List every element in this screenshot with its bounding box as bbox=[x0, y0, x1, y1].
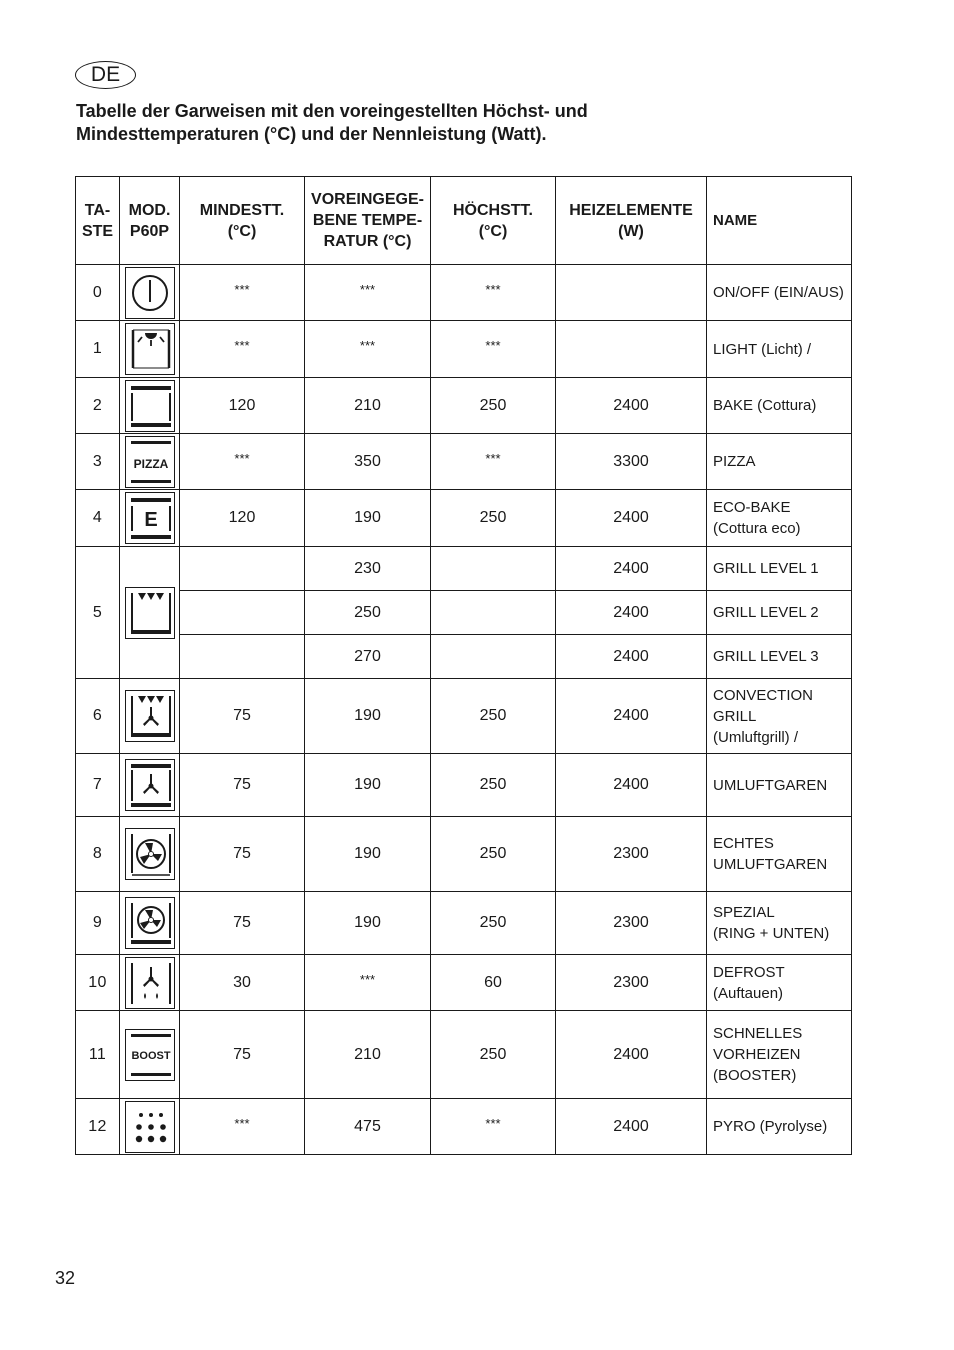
watt-cell: 2400 bbox=[556, 1011, 707, 1099]
min-temp-cell bbox=[180, 591, 305, 635]
mode-name-cell: GRILL LEVEL 3 bbox=[707, 635, 852, 679]
special-fan-icon bbox=[125, 897, 175, 949]
watt-cell bbox=[556, 265, 707, 321]
header-name: NAME bbox=[707, 177, 852, 265]
max-temp-cell bbox=[431, 635, 556, 679]
header-min-temp: MINDESTT. (°C) bbox=[180, 177, 305, 265]
min-temp-cell bbox=[180, 547, 305, 591]
mode-name-cell: UMLUFTGAREN bbox=[707, 754, 852, 817]
svg-text:BOOST: BOOST bbox=[130, 1049, 171, 1062]
boost-icon bbox=[125, 1029, 175, 1081]
watt-cell: 2300 bbox=[556, 817, 707, 892]
max-temp-cell: 250 bbox=[431, 754, 556, 817]
watt-cell: 2400 bbox=[556, 591, 707, 635]
min-temp-cell: *** bbox=[180, 321, 305, 378]
mode-name-cell: ECHTES UMLUFTGAREN bbox=[707, 817, 852, 892]
min-temp-cell: *** bbox=[180, 434, 305, 490]
min-temp-cell: 75 bbox=[180, 892, 305, 955]
max-temp-cell: 250 bbox=[431, 679, 556, 754]
mode-name-cell: LIGHT (Licht) / bbox=[707, 321, 852, 378]
table-row bbox=[76, 955, 852, 1011]
defrost-icon bbox=[125, 957, 175, 1009]
title-line-1: Tabelle der Garweisen mit den voreingestellten Höchst- und bbox=[76, 101, 588, 121]
mode-name-cell: PYRO (Pyrolyse) bbox=[707, 1099, 852, 1155]
table-row bbox=[76, 547, 852, 591]
watt-cell bbox=[556, 321, 707, 378]
key-cell: 11 bbox=[76, 1011, 120, 1099]
key-cell: 9 bbox=[76, 892, 120, 955]
cooking-modes-table bbox=[75, 176, 852, 1155]
svg-text:E: E bbox=[143, 509, 158, 531]
preset-temp-cell: 210 bbox=[305, 378, 431, 434]
preset-temp-cell: 190 bbox=[305, 490, 431, 547]
convection-grill-icon bbox=[125, 690, 175, 742]
mode-name-cell: SPEZIAL (RING + UNTEN) bbox=[707, 892, 852, 955]
preset-temp-cell: 190 bbox=[305, 892, 431, 955]
table-row bbox=[76, 754, 852, 817]
min-temp-cell: 120 bbox=[180, 490, 305, 547]
mode-icon-cell bbox=[120, 265, 180, 321]
max-temp-cell: *** bbox=[431, 434, 556, 490]
max-temp-cell: *** bbox=[431, 321, 556, 378]
preset-temp-cell: *** bbox=[305, 955, 431, 1011]
preset-temp-cell: 270 bbox=[305, 635, 431, 679]
table-row bbox=[76, 378, 852, 434]
min-temp-cell: 75 bbox=[180, 754, 305, 817]
watt-cell: 2400 bbox=[556, 679, 707, 754]
watt-cell: 2400 bbox=[556, 547, 707, 591]
mode-icon-cell bbox=[120, 1099, 180, 1155]
min-temp-cell: *** bbox=[180, 1099, 305, 1155]
min-temp-cell: 75 bbox=[180, 817, 305, 892]
table-row bbox=[76, 679, 852, 754]
mode-name-cell: BAKE (Cottura) bbox=[707, 378, 852, 434]
max-temp-cell: 250 bbox=[431, 817, 556, 892]
mode-icon-cell bbox=[120, 892, 180, 955]
mode-icon-cell bbox=[120, 378, 180, 434]
max-temp-cell: 250 bbox=[431, 892, 556, 955]
watt-cell: 2400 bbox=[556, 490, 707, 547]
mode-icon-cell bbox=[120, 817, 180, 892]
watt-cell: 2400 bbox=[556, 1099, 707, 1155]
table-row bbox=[76, 490, 852, 547]
mode-name-cell: GRILL LEVEL 2 bbox=[707, 591, 852, 635]
header-heating-elements: HEIZELEMENTE (W) bbox=[556, 177, 707, 265]
header-model: MOD. P60P bbox=[120, 177, 180, 265]
mode-name-cell: CONVECTION GRILL (Umluftgrill) / bbox=[707, 679, 852, 754]
key-cell: 6 bbox=[76, 679, 120, 754]
mode-name-cell: ECO-BAKE (Cottura eco) bbox=[707, 490, 852, 547]
max-temp-cell: *** bbox=[431, 265, 556, 321]
mode-icon-cell bbox=[120, 547, 180, 679]
table-row bbox=[76, 892, 852, 955]
watt-cell: 3300 bbox=[556, 434, 707, 490]
key-cell: 8 bbox=[76, 817, 120, 892]
grill-icon bbox=[125, 587, 175, 639]
max-temp-cell bbox=[431, 591, 556, 635]
preset-temp-cell: *** bbox=[305, 321, 431, 378]
mode-name-cell: GRILL LEVEL 1 bbox=[707, 547, 852, 591]
mode-icon-cell bbox=[120, 754, 180, 817]
key-cell: 2 bbox=[76, 378, 120, 434]
mode-name-cell: PIZZA bbox=[707, 434, 852, 490]
key-cell: 12 bbox=[76, 1099, 120, 1155]
preset-temp-cell: 250 bbox=[305, 591, 431, 635]
key-cell: 7 bbox=[76, 754, 120, 817]
page-title bbox=[76, 100, 776, 146]
key-cell: 4 bbox=[76, 490, 120, 547]
mode-name-cell: SCHNELLES VORHEIZEN (BOOSTER) bbox=[707, 1011, 852, 1099]
max-temp-cell: 250 bbox=[431, 490, 556, 547]
fan-bake-icon bbox=[125, 759, 175, 811]
language-badge: DE bbox=[75, 61, 136, 89]
bake-icon bbox=[125, 380, 175, 432]
watt-cell: 2400 bbox=[556, 635, 707, 679]
max-temp-cell: *** bbox=[431, 1099, 556, 1155]
key-cell: 0 bbox=[76, 265, 120, 321]
pyro-icon bbox=[125, 1101, 175, 1153]
mode-name-cell: DEFROST (Auftauen) bbox=[707, 955, 852, 1011]
max-temp-cell: 250 bbox=[431, 1011, 556, 1099]
mode-name-cell: ON/OFF (EIN/AUS) bbox=[707, 265, 852, 321]
preset-temp-cell: 190 bbox=[305, 679, 431, 754]
header-max-temp: HÖCHSTT. (°C) bbox=[431, 177, 556, 265]
svg-text:PIZZA: PIZZA bbox=[133, 456, 168, 471]
true-fan-icon bbox=[125, 828, 175, 880]
table-row bbox=[76, 265, 852, 321]
key-cell: 10 bbox=[76, 955, 120, 1011]
mode-icon-cell bbox=[120, 434, 180, 490]
watt-cell: 2300 bbox=[556, 892, 707, 955]
preset-temp-cell: 230 bbox=[305, 547, 431, 591]
mode-icon-cell bbox=[120, 321, 180, 378]
mode-icon-cell bbox=[120, 679, 180, 754]
key-cell: 3 bbox=[76, 434, 120, 490]
min-temp-cell: 75 bbox=[180, 679, 305, 754]
preset-temp-cell: 210 bbox=[305, 1011, 431, 1099]
watt-cell: 2400 bbox=[556, 378, 707, 434]
table-row bbox=[76, 321, 852, 378]
min-temp-cell bbox=[180, 635, 305, 679]
table-row bbox=[76, 1011, 852, 1099]
key-cell: 1 bbox=[76, 321, 120, 378]
preset-temp-cell: 190 bbox=[305, 817, 431, 892]
preset-temp-cell: *** bbox=[305, 265, 431, 321]
title-line-2: Mindesttemperaturen (°C) und der Nennleistung (Watt). bbox=[76, 124, 547, 144]
max-temp-cell: 60 bbox=[431, 955, 556, 1011]
preset-temp-cell: 475 bbox=[305, 1099, 431, 1155]
header-row bbox=[76, 177, 852, 265]
light-icon bbox=[125, 323, 175, 375]
max-temp-cell bbox=[431, 547, 556, 591]
min-temp-cell: 75 bbox=[180, 1011, 305, 1099]
mode-icon-cell bbox=[120, 490, 180, 547]
mode-icon-cell bbox=[120, 955, 180, 1011]
header-taste: TA- STE bbox=[76, 177, 120, 265]
preset-temp-cell: 350 bbox=[305, 434, 431, 490]
min-temp-cell: 30 bbox=[180, 955, 305, 1011]
table-row bbox=[76, 635, 852, 679]
table-row bbox=[76, 434, 852, 490]
watt-cell: 2400 bbox=[556, 754, 707, 817]
table-row bbox=[76, 591, 852, 635]
eco-bake-icon bbox=[125, 492, 175, 544]
pizza-icon bbox=[125, 436, 175, 488]
min-temp-cell: *** bbox=[180, 265, 305, 321]
table-row bbox=[76, 1099, 852, 1155]
header-preset-temp: VOREINGEGE- BENE TEMPE- RATUR (°C) bbox=[305, 177, 431, 265]
mode-icon-cell bbox=[120, 1011, 180, 1099]
preset-temp-cell: 190 bbox=[305, 754, 431, 817]
max-temp-cell: 250 bbox=[431, 378, 556, 434]
min-temp-cell: 120 bbox=[180, 378, 305, 434]
power-icon bbox=[125, 267, 175, 319]
watt-cell: 2300 bbox=[556, 955, 707, 1011]
table-row bbox=[76, 817, 852, 892]
key-cell: 5 bbox=[76, 547, 120, 679]
page-number: 32 bbox=[55, 1268, 76, 1288]
